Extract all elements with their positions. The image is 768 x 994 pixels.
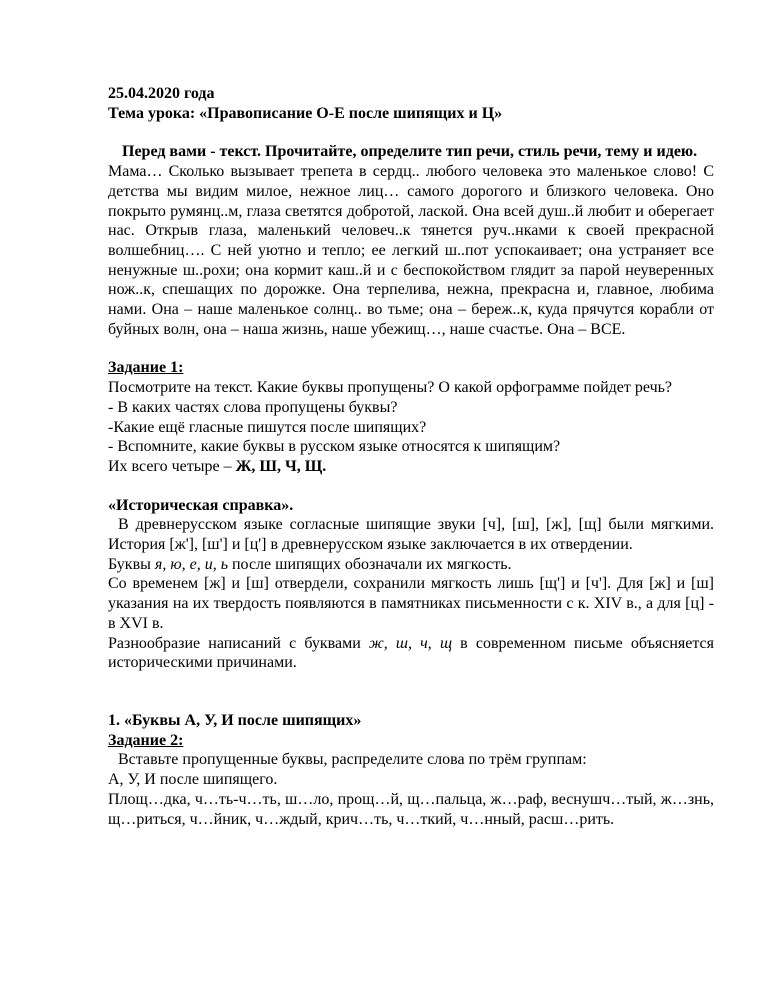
task2-title: Задание 2: — [108, 731, 184, 749]
history-paragraph-4 — [108, 634, 714, 673]
history-p4-prefix: Разнообразие написаний с буквами — [108, 634, 369, 652]
task2-groups: А, У, И после шипящего. — [108, 771, 278, 789]
date-line: 25.04.2020 года — [108, 85, 215, 102]
task1-answer-prefix: Их всего четыре – — [108, 457, 236, 475]
history-p4-suffix: в современном письме объясняется историческими причинами. — [108, 634, 715, 672]
history-p2-letters: я, ю, е, и, ь — [154, 555, 228, 573]
document-page — [108, 84, 714, 829]
task1-question-3: -Какие ещё гласные пишутся после шипящих? — [108, 418, 427, 436]
task1-title: Задание 1: — [108, 359, 184, 377]
history-p2-prefix: Буквы — [108, 555, 155, 573]
history-p2-suffix: после шипящих обозначали их мягкость. — [227, 555, 512, 573]
task1-answer-letters: Ж, Ш, Ч, Щ. — [235, 457, 327, 475]
task1-question-1: Посмотрите на текст. Какие буквы пропущены? О какой орфограмме пойдет речь? — [108, 379, 673, 397]
task1-question-2: - В каких частях слова пропущены буквы? — [108, 398, 398, 416]
lesson-topic: Тема урока: «Правописание О-Е после шипящих и Ц» — [108, 104, 503, 122]
history-title: «Историческая справка». — [108, 496, 294, 514]
task1-answer — [108, 457, 714, 477]
task2-words: Площ…дка, ч…ть-ч…ть, ш…ло, прощ…й, щ…пальца, ж…раф, веснушч…тый, ж…знь, щ…риться, ч…йник, ч…ждый, крич…ть, ч…ткий, ч…нный, расш…рить. — [108, 790, 714, 828]
reading-text: Мама… Сколько вызывает трепета в сердц.. любого человека это маленькое слово! С детства мы видим милое, нежное лиц… самого дорогого и близкого человека. Оно покрыто румянц..м, глаза светятся добротой, лаской. Она всей душ..й любит и оберегает нас. Открыв глаза, маленький человеч..к тянется руч..нками к своей прекрасной волшебниц…. С ней уютно и тепло; ее легкий ш..пот успокаивает; она устраняет все ненужные ш..рохи; она кормит каш..й и с беспокойством глядит за парой неуверенных нож..к, спешащих по дорожке. Она терпелива, нежна, прекрасна и, главное, любима нами. Она – наше маленькое солнц.. во тьме; она – береж..к, куда прячутся корабли от буйных волн, она – наша жизнь, наше убежищ…, наше счастье. Она – ВСЕ. — [108, 163, 714, 338]
history-paragraph-1: В древнерусском языке согласные шипящие звуки [ч], [ш], [ж], [щ] были мягкими. История [ж'], [ш'] и [ц'] в древнерусском языке заключается в их отвердении. — [108, 516, 714, 554]
history-p4-letters: ж, ш, ч, щ — [368, 634, 453, 652]
section1-title: 1. «Буквы А, У, И после шипящих» — [108, 711, 362, 729]
history-paragraph-3: Со временем [ж] и [ш] отвердели, сохранили мягкость лишь [щ'] и [ч']. Для [ж] и [ш] указания на их твердость появляются в памятниках письменности с к. XIV в., а для [ц] - в XVI в. — [108, 575, 714, 632]
task1-question-4: - Вспомните, какие буквы в русском языке относятся к шипящим? — [108, 438, 561, 456]
history-paragraph-2 — [108, 555, 714, 575]
reading-instruction: Перед вами - текст. Прочитайте, определите тип речи, стиль речи, тему и идею. — [122, 143, 698, 161]
task2-instruction: Вставьте пропущенные буквы, распределите слова по трём группам: — [118, 751, 587, 769]
